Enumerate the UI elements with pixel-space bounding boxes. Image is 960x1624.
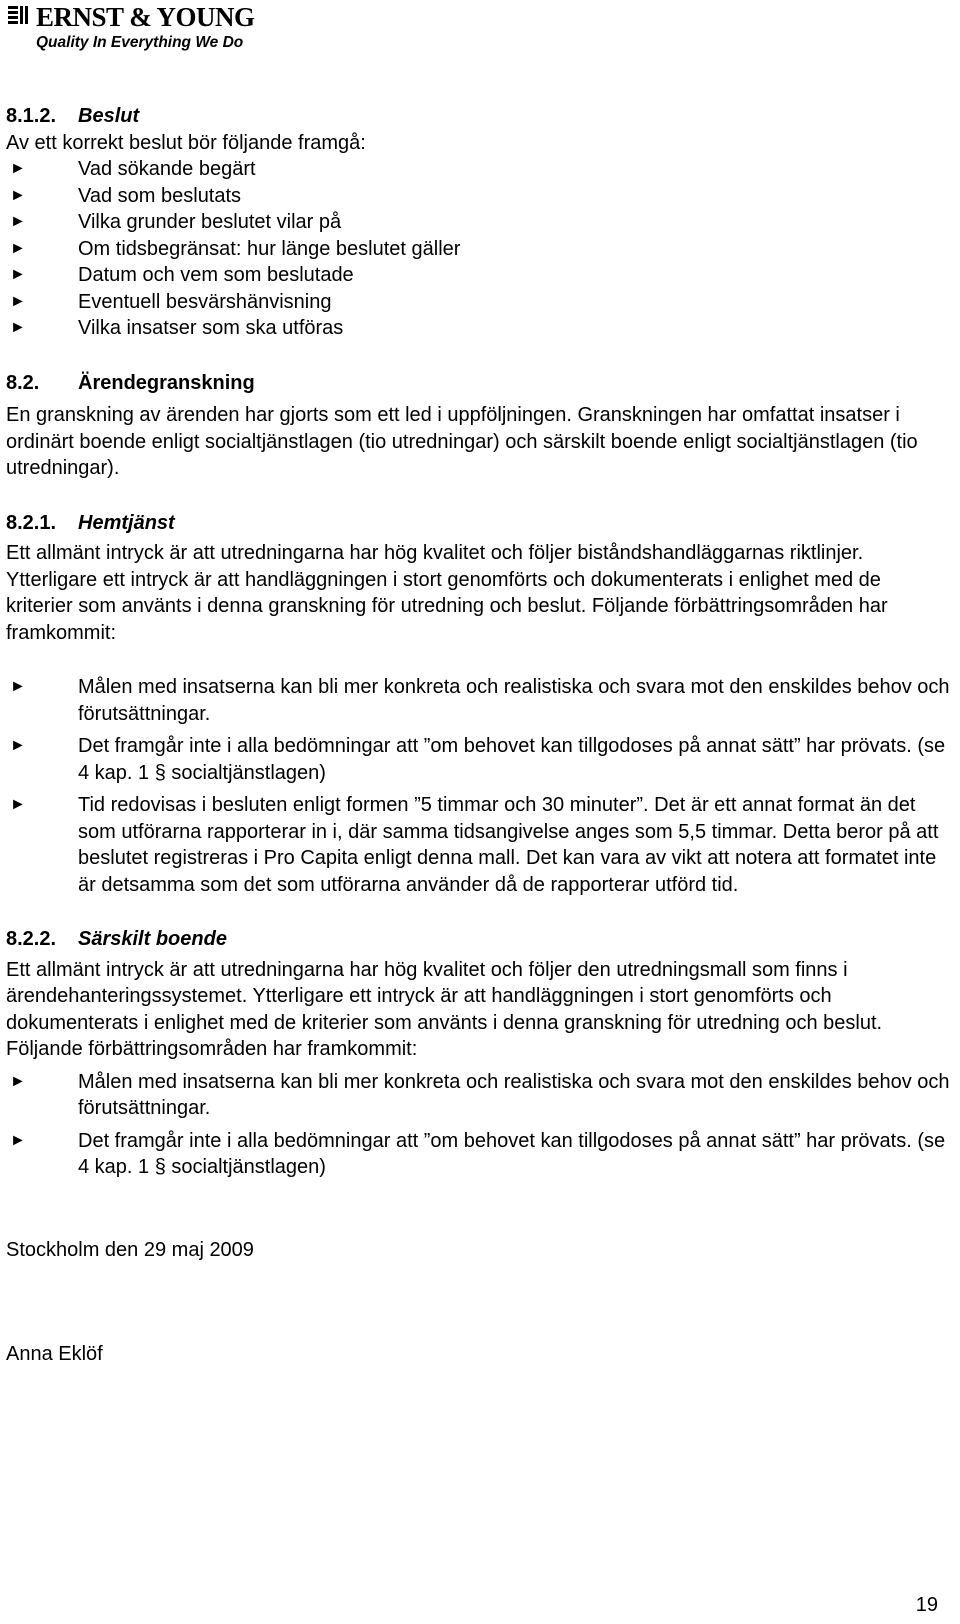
decision-requirements-list (6, 156, 952, 342)
company-logo (6, 4, 256, 56)
section-8-2-body: En granskning av ärenden har gjorts som ett led i uppföljningen. Granskningen har omfattat insatser i ordinärt boende enligt socialtjänstlagen (tio utredningar) och särskilt boende enligt socialtjänstlagen (tio utredningar). (6, 404, 918, 479)
bullet-arrow-icon: ► (10, 319, 26, 336)
list-item: ► Det framgår inte i alla bedömningar att ”om behovet kan tillgodoses på annat sätt” har prövats. (se 4 kap. 1 § socialtjänstlagen) (10, 1129, 946, 1178)
list-item: ► Eventuell besvärshänvisning (6, 289, 952, 316)
list-item: ► Vad som beslutats (6, 183, 952, 210)
list-item: ► Vilka grunder beslutet vilar på (6, 209, 952, 236)
bullet-arrow-icon: ► (10, 1072, 26, 1090)
bullet-arrow-icon: ► (10, 796, 26, 813)
bullet-arrow-icon: ► (10, 266, 26, 283)
company-tagline: Quality In Everything We Do (36, 34, 244, 51)
section-8-2-2-body: Ett allmänt intryck är att utredningarna har hög kvalitet och följer den utredningsmall som finns i ärendehanteringssystemet. Ytterligare ett intryck är att handläggningen i stort genomförts och dokumenterats i enlighet med de kriterier som använts i denna granskning för utredning och beslut. Följande förbättringsområden har framkommit: (6, 958, 883, 1060)
bullet-arrow-icon: ► (10, 160, 26, 177)
bullet-arrow-icon: ► (10, 239, 26, 257)
section-8-2-2-heading: 8.2.2. Särskilt boende (6, 928, 227, 950)
section-8-2-heading: 8.2. Ärendegranskning (6, 371, 255, 394)
bullet-arrow-icon: ► (10, 678, 26, 695)
bullet-arrow-icon: ► (10, 1131, 26, 1149)
section-8-2-1-heading: 8.2.1. Hemtjänst (6, 511, 175, 534)
homecare-improvement-list (6, 674, 952, 898)
list-item: ► Målen med insatserna kan bli mer konkreta och realistiska och svara mot den enskildes behov och förutsättningar. (10, 676, 950, 725)
ey-logo-mark-icon (6, 4, 32, 28)
list-item: ► Tid redovisas i besluten enligt formen ”5 timmar och 30 minuter”. Det är ett annat format än det som utförarna rapporterar in i, där samma tidsangivelse anges som 5,5 timmar. Detta beror på att beslutet registreras i Pro Capita enligt denna mall. Det kan vara av vikt att notera att formatet inte är detsamma som det som utförarna använder då de rapporterar utförd tid. (10, 794, 939, 896)
section-8-2-1-body: Ett allmänt intryck är att utredningarna har hög kvalitet och följer biståndshandläggarnas riktlinjer. Ytterligare ett intryck är att handläggningen i stort genomförts och dokumenterats i enlighet med de kriterier som använts i denna granskning för utredning och beslut. Följande förbättringsområden har framkommit: (6, 542, 888, 644)
list-item: ► Vilka insatser som ska utföras (6, 315, 952, 342)
list-item: ► Om tidsbegränsat: hur länge beslutet gäller (6, 236, 952, 263)
company-name: ERNST & YOUNG (36, 2, 255, 32)
special-housing-improvement-list (6, 1069, 952, 1181)
section-8-1-2-heading: 8.1.2. Beslut (6, 105, 140, 127)
list-item: ► Målen med insatserna kan bli mer konkreta och realistiska och svara mot den enskildes behov och förutsättningar. (10, 1070, 950, 1119)
page-number: 19 (915, 1594, 938, 1616)
bullet-arrow-icon: ► (10, 186, 26, 204)
signature-name: Anna Eklöf (6, 1343, 103, 1365)
bullet-arrow-icon: ► (10, 292, 26, 310)
document-body (6, 103, 952, 1368)
bullet-arrow-icon: ► (10, 737, 26, 754)
section-8-1-2-intro: Av ett korrekt beslut bör följande framgå: (6, 131, 366, 154)
list-item: ► Det framgår inte i alla bedömningar att ”om behovet kan tillgodoses på annat sätt” har prövats. (se 4 kap. 1 § socialtjänstlagen) (10, 735, 946, 784)
list-item: ► Vad sökande begärt (6, 156, 952, 183)
bullet-arrow-icon: ► (10, 213, 26, 230)
list-item: ► Datum och vem som beslutade (6, 262, 952, 289)
place-and-date: Stockholm den 29 maj 2009 (6, 1238, 254, 1261)
